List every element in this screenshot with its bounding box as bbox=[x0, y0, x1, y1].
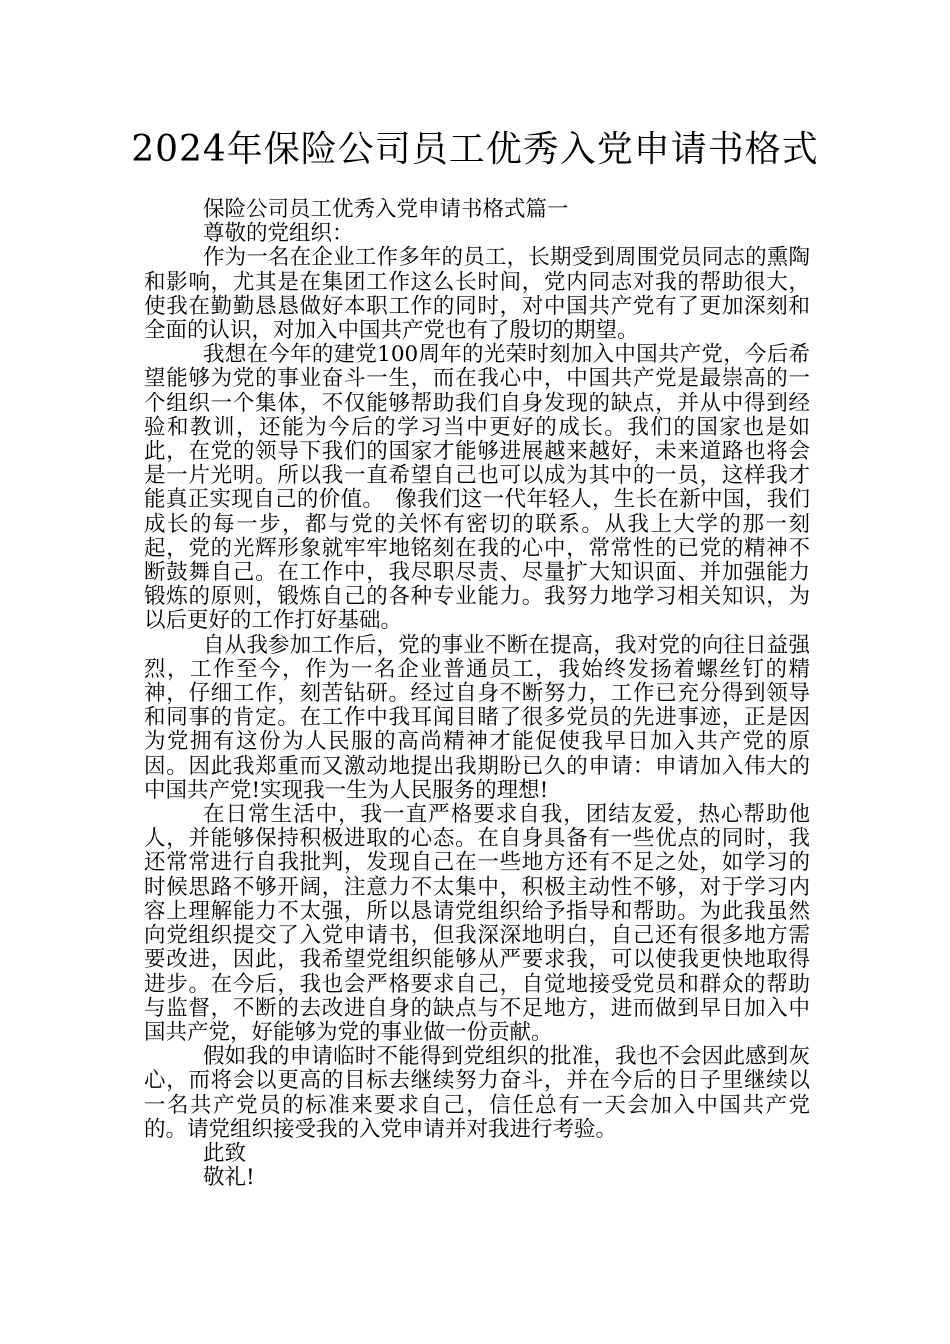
document-body bbox=[144, 198, 810, 1190]
closing-line-1: 此致 bbox=[203, 1140, 247, 1166]
body-paragraph-3: 自从我参加工作后，党的事业不断在提高，我对党的向往日益强烈，工作至今，作为一名企业普通员工，我始终发扬着螺丝钉的精神，仔细工作，刻苦钻研。经过自身不断努力，工作已充分得到领导和同事的肯定。在工作中我耳闻目睹了很多党员的先进事迹，正是因为党拥有这份为人民服的高尚精神才能促使我早日加入共产党的原因。因此我郑重而又激动地提出我期盼已久的申请：申请加入伟大的中国共产党!实现我一生为人民服务的理想! bbox=[144, 632, 810, 803]
body-paragraph-5: 假如我的申请临时不能得到党组织的批准，我也不会因此感到灰心，而将会以更高的目标去继续努力奋斗，并在今后的日子里继续以一名共产党员的标准来要求自己，信任总有一天会加入中国共产党的。请党组织接受我的入党申请并对我进行考验。 bbox=[144, 1044, 810, 1142]
document-title: 2024年保险公司员工优秀入党申请书格式 bbox=[131, 129, 819, 170]
document-subtitle: 保险公司员工优秀入党申请书格式篇一 bbox=[203, 197, 569, 222]
body-paragraph-2: 我想在今年的建党100周年的光荣时刻加入中国共产党，今后希望能够为党的事业奋斗一生，而在我心中，中国共产党是最崇高的一个组织一个集体，不仅能够帮助我们自身发现的缺点，并从中得到经验和教训，还能为今后的学习当中更好的成长。我们的国家也是如此，在党的领导下我们的国家才能够进展越来越好，未来道路也将会是一片光明。所以我一直希望自己也可以成为其中的一员，这样我才能真正实现自己的价值。 像我们这一代年轻人，生长在新中国，我们成长的每一步，都与党的关怀有密切的联系。从我上大学的那一刻起，党的光辉形象就牢牢地铭刻在我的心中，常常性的已党的精神不断鼓舞自己。在工作中，我尽职尽责、尽量扩大知识面、并加强能力锻炼的原则，锻炼自己的各种专业能力。我努力地学习相关知识，为以后更好的工作打好基础。 bbox=[144, 342, 810, 634]
closing-line-2: 敬礼! bbox=[203, 1165, 255, 1191]
body-paragraph-4: 在日常生活中，我一直严格要求自我，团结友爱，热心帮助他人，并能够保持积极进取的心态。在自身具备有一些优点的同时，我还常常进行自我批判，发现自己在一些地方还有不足之处，如学习的时候思路不够开阔，注意力不太集中，积极主动性不够，对于学习内容上理解能力不太强，所以恳请党组织给予指导和帮助。为此我虽然向党组织提交了入党申请书，但我深深地明白，自己还有很多地方需要改进，因此，我希望党组织能够从严要求我，可以使我更快地取得进步。在今后，我也会严格要求自己，自觉地接受党员和群众的帮助与监督，不断的去改进自身的缺点与不足地方，进而做到早日加入中国共产党，好能够为党的事业做一份贡献。 bbox=[144, 802, 810, 1045]
body-paragraph-1: 作为一名在企业工作多年的员工，长期受到周围党员同志的熏陶和影响，尤其是在集团工作这么长时间，党内同志对我的帮助很大，使我在勤勤恳恳做好本职工作的同时，对中国共产党有了更加深刻和全面的认识，对加入中国共产党也有了殷切的期望。 bbox=[144, 245, 810, 344]
salutation: 尊敬的党组织： bbox=[203, 221, 354, 247]
